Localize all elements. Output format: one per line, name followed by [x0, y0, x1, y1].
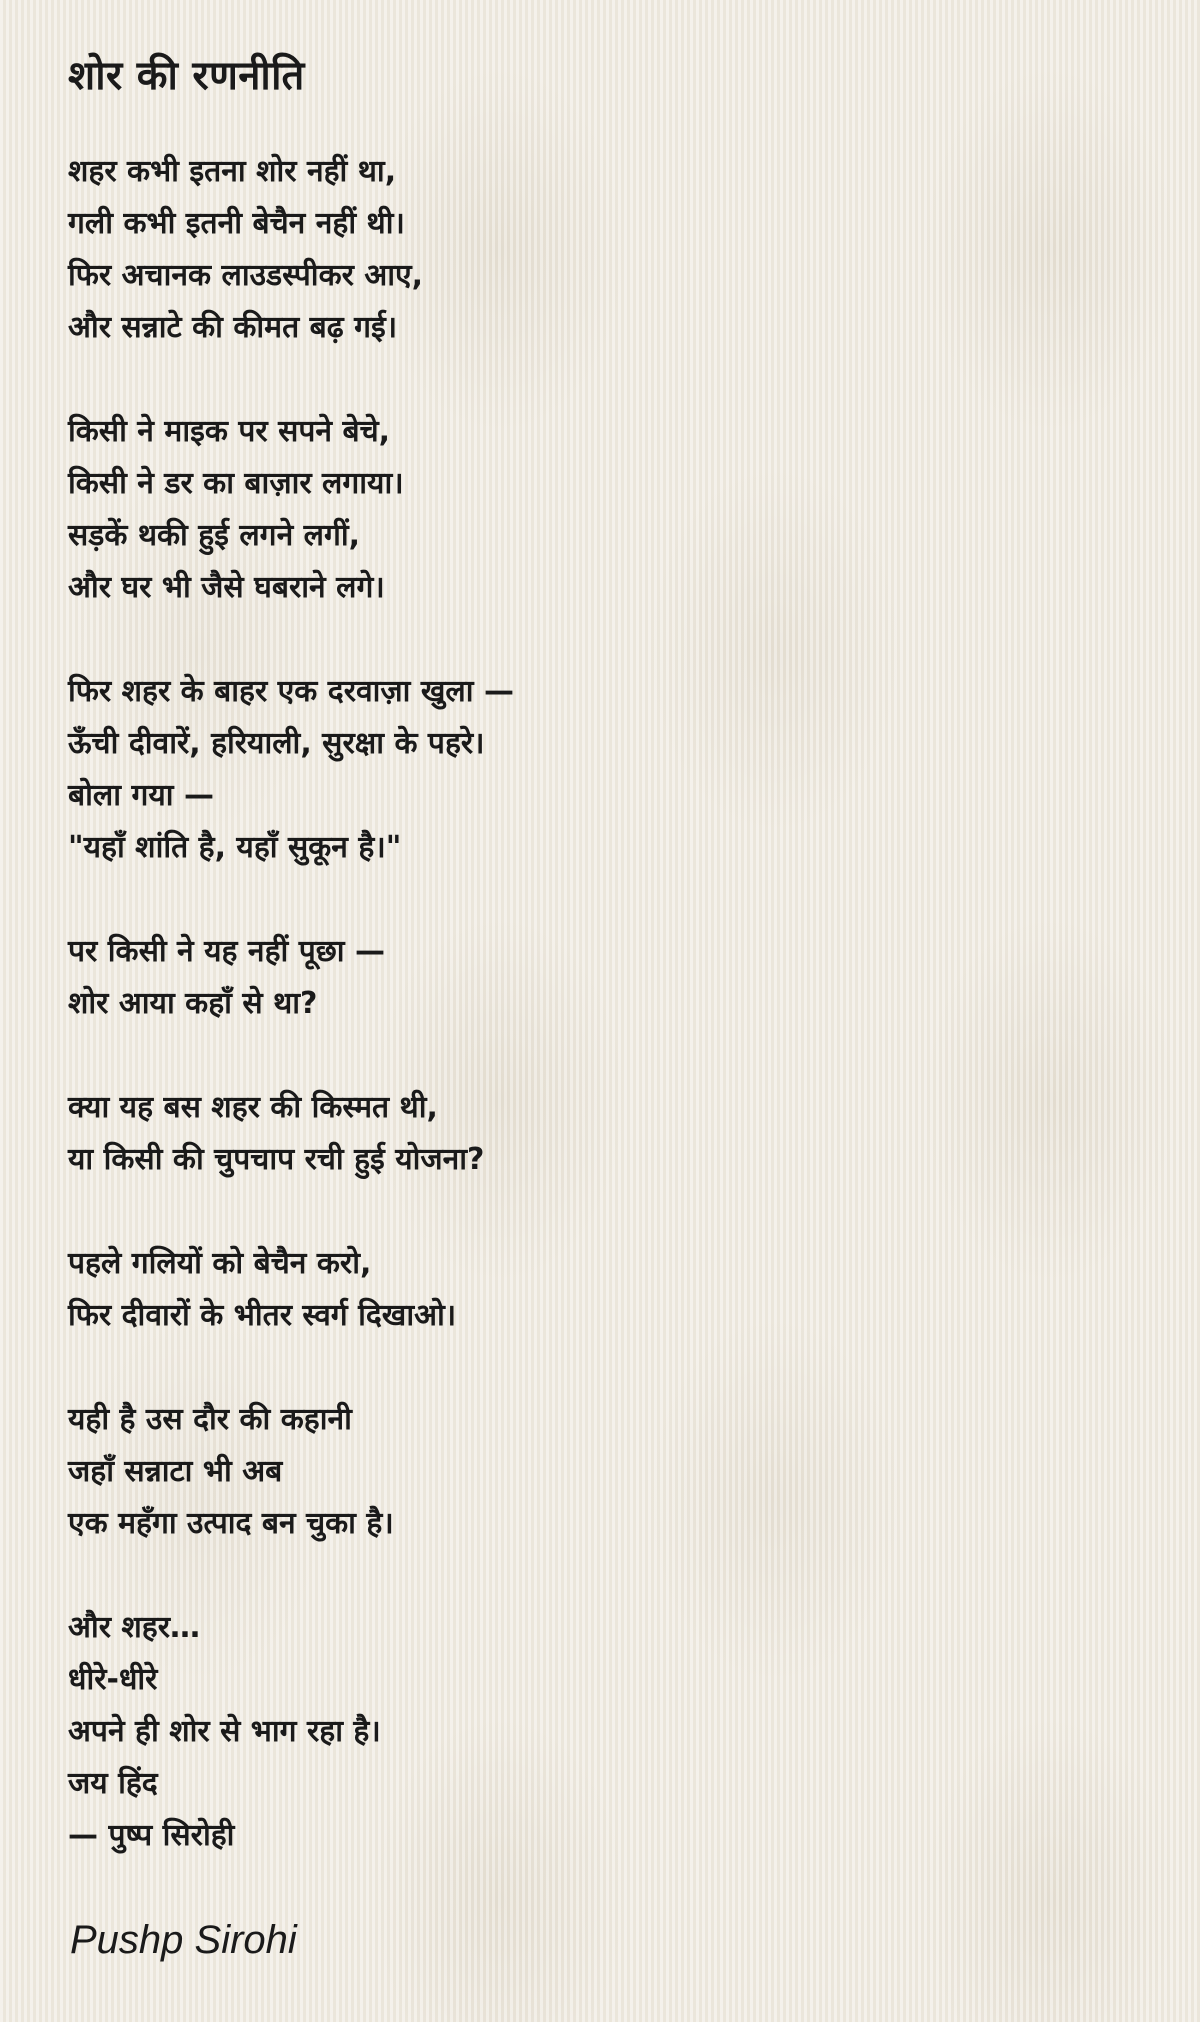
stanza-break — [68, 874, 514, 926]
poem-line: किसी ने माइक पर सपने बेचे, — [68, 414, 391, 449]
poem-line: फिर शहर के बाहर एक दरवाज़ा खुला — — [68, 674, 514, 709]
poem-line: जय हिंद — [68, 1766, 158, 1801]
poem-line: जहाँ सन्नाटा भी अब — [68, 1454, 283, 1489]
poem-line: ऊँची दीवारें, हरियाली, सुरक्षा के पहरे। — [68, 726, 485, 761]
poem-line: शोर आया कहाँ से था? — [68, 986, 318, 1021]
author-signature: Pushp Sirohi — [70, 1918, 297, 1962]
poem-line: सड़कें थकी हुई लगने लगीं, — [68, 518, 361, 553]
poem-line: किसी ने डर का बाज़ार लगाया। — [68, 466, 404, 501]
poem-line: एक महँगा उत्पाद बन चुका है। — [68, 1506, 394, 1541]
poem-line: — पुष्प सिरोही — [68, 1818, 235, 1853]
stanza-break — [68, 354, 514, 406]
stanza-break — [68, 614, 514, 666]
poem-line: और घर भी जैसे घबराने लगे। — [68, 570, 385, 605]
poem-line: अपने ही शोर से भाग रहा है। — [68, 1714, 381, 1749]
stanza-break — [68, 1550, 514, 1602]
poem-line: पहले गलियों को बेचैन करो, — [68, 1246, 372, 1281]
poem-line: फिर अचानक लाउडस्पीकर आए, — [68, 258, 423, 293]
stanza-break — [68, 1342, 514, 1394]
stanza-break — [68, 1030, 514, 1082]
poem-line: या किसी की चुपचाप रची हुई योजना? — [68, 1142, 485, 1177]
poem-line: शहर कभी इतना शोर नहीं था, — [68, 154, 397, 189]
stanza-break — [68, 1186, 514, 1238]
poem-line: गली कभी इतनी बेचैन नहीं थी। — [68, 206, 405, 241]
poem-line: बोला गया — — [68, 778, 214, 813]
poem-line: धीरे-धीरे — [68, 1662, 158, 1697]
poem-line: क्या यह बस शहर की किस्मत थी, — [68, 1090, 438, 1125]
poem-line: पर किसी ने यह नहीं पूछा — — [68, 934, 386, 969]
poem-line: और सन्नाटे की कीमत बढ़ गई। — [68, 310, 398, 345]
poem-line: "यहाँ शांति है, यहाँ सुकून है।" — [68, 830, 402, 865]
poem-line: यही है उस दौर की कहानी — [68, 1402, 352, 1437]
poem-line: फिर दीवारों के भीतर स्वर्ग दिखाओ। — [68, 1298, 457, 1333]
poem-title: शोर की रणनीति — [68, 53, 305, 99]
poem-body — [68, 146, 514, 1862]
poem-line: और शहर… — [68, 1610, 201, 1645]
